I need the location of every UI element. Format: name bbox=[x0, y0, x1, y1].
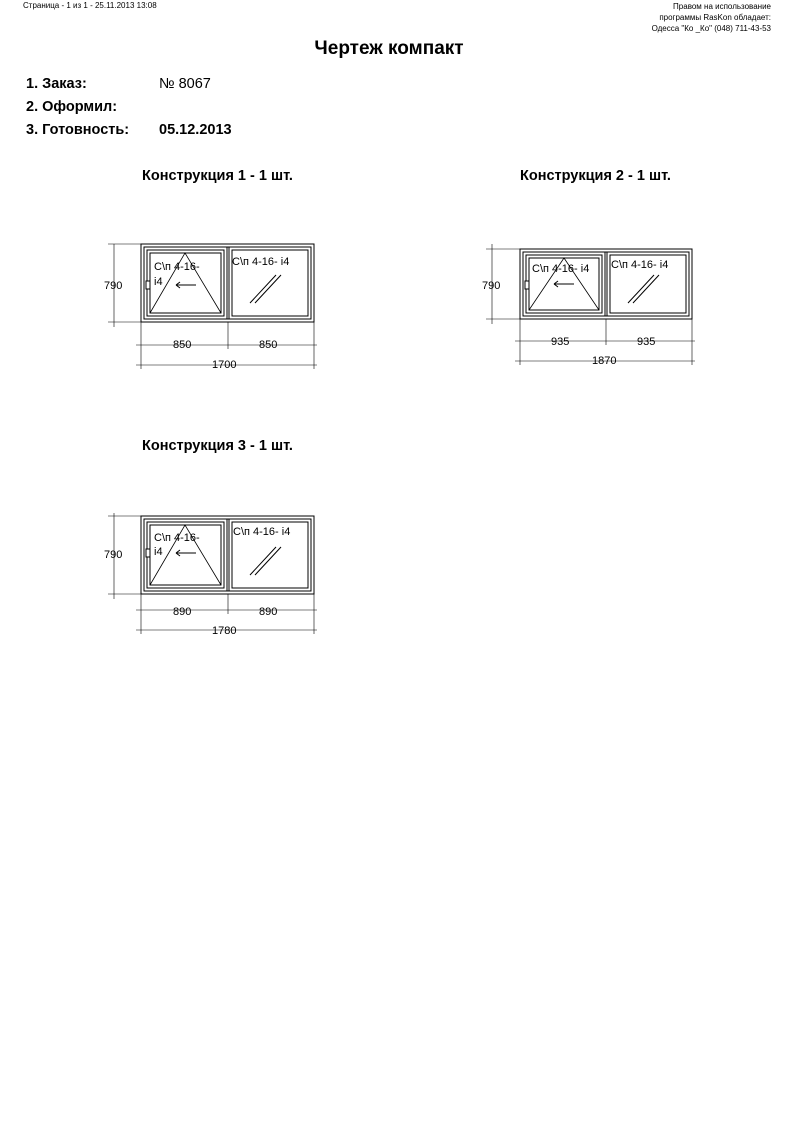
glass-label-left-2: i4 bbox=[154, 276, 163, 288]
glass-label-left: С\п 4-16- bbox=[154, 261, 200, 273]
construction-1-drawing bbox=[100, 235, 330, 375]
height-label: 790 bbox=[104, 280, 123, 292]
width-total: 1780 bbox=[212, 625, 237, 637]
width-left: 935 bbox=[551, 336, 570, 348]
page-info: Страница - 1 из 1 - 25.11.2013 13:08 bbox=[23, 1, 157, 10]
ready-value: 05.12.2013 bbox=[159, 122, 232, 138]
width-right: 935 bbox=[637, 336, 656, 348]
width-total: 1870 bbox=[592, 355, 617, 367]
width-total: 1700 bbox=[212, 359, 237, 371]
order-label: 1. Заказ: bbox=[26, 76, 87, 92]
construction-3-title: Конструкция 3 - 1 шт. bbox=[142, 438, 293, 454]
glass-label-left: С\п 4-16- i4 bbox=[532, 263, 590, 275]
glass-label-right: С\п 4-16- i4 bbox=[233, 526, 291, 538]
construction-2-drawing bbox=[478, 235, 708, 375]
ready-label: 3. Готовность: bbox=[26, 122, 130, 138]
height-label: 790 bbox=[104, 549, 123, 561]
license-info bbox=[652, 1, 771, 34]
height-label: 790 bbox=[482, 280, 501, 292]
license-line-3: Одесса "Ко _Ко" (048) 711-43-53 bbox=[651, 24, 771, 33]
width-right: 850 bbox=[259, 339, 278, 351]
glass-label-right: С\п 4-16- i4 bbox=[611, 259, 669, 271]
page-title: Чертеж компакт bbox=[314, 38, 464, 59]
issued-label: 2. Оформил: bbox=[26, 99, 118, 115]
construction-1-title: Конструкция 1 - 1 шт. bbox=[142, 168, 293, 184]
license-line-2: программы RasKon обладает: bbox=[659, 13, 771, 22]
width-left: 890 bbox=[173, 606, 192, 618]
glass-label-left: С\п 4-16- bbox=[154, 532, 200, 544]
glass-label-right: С\п 4-16- i4 bbox=[232, 256, 290, 268]
glass-label-left-2: i4 bbox=[154, 546, 163, 558]
license-line-1: Правом на использование bbox=[673, 2, 771, 11]
order-value: № 8067 bbox=[159, 76, 211, 92]
construction-2-title: Конструкция 2 - 1 шт. bbox=[520, 168, 671, 184]
width-right: 890 bbox=[259, 606, 278, 618]
construction-3-drawing bbox=[100, 505, 330, 645]
width-left: 850 bbox=[173, 339, 192, 351]
